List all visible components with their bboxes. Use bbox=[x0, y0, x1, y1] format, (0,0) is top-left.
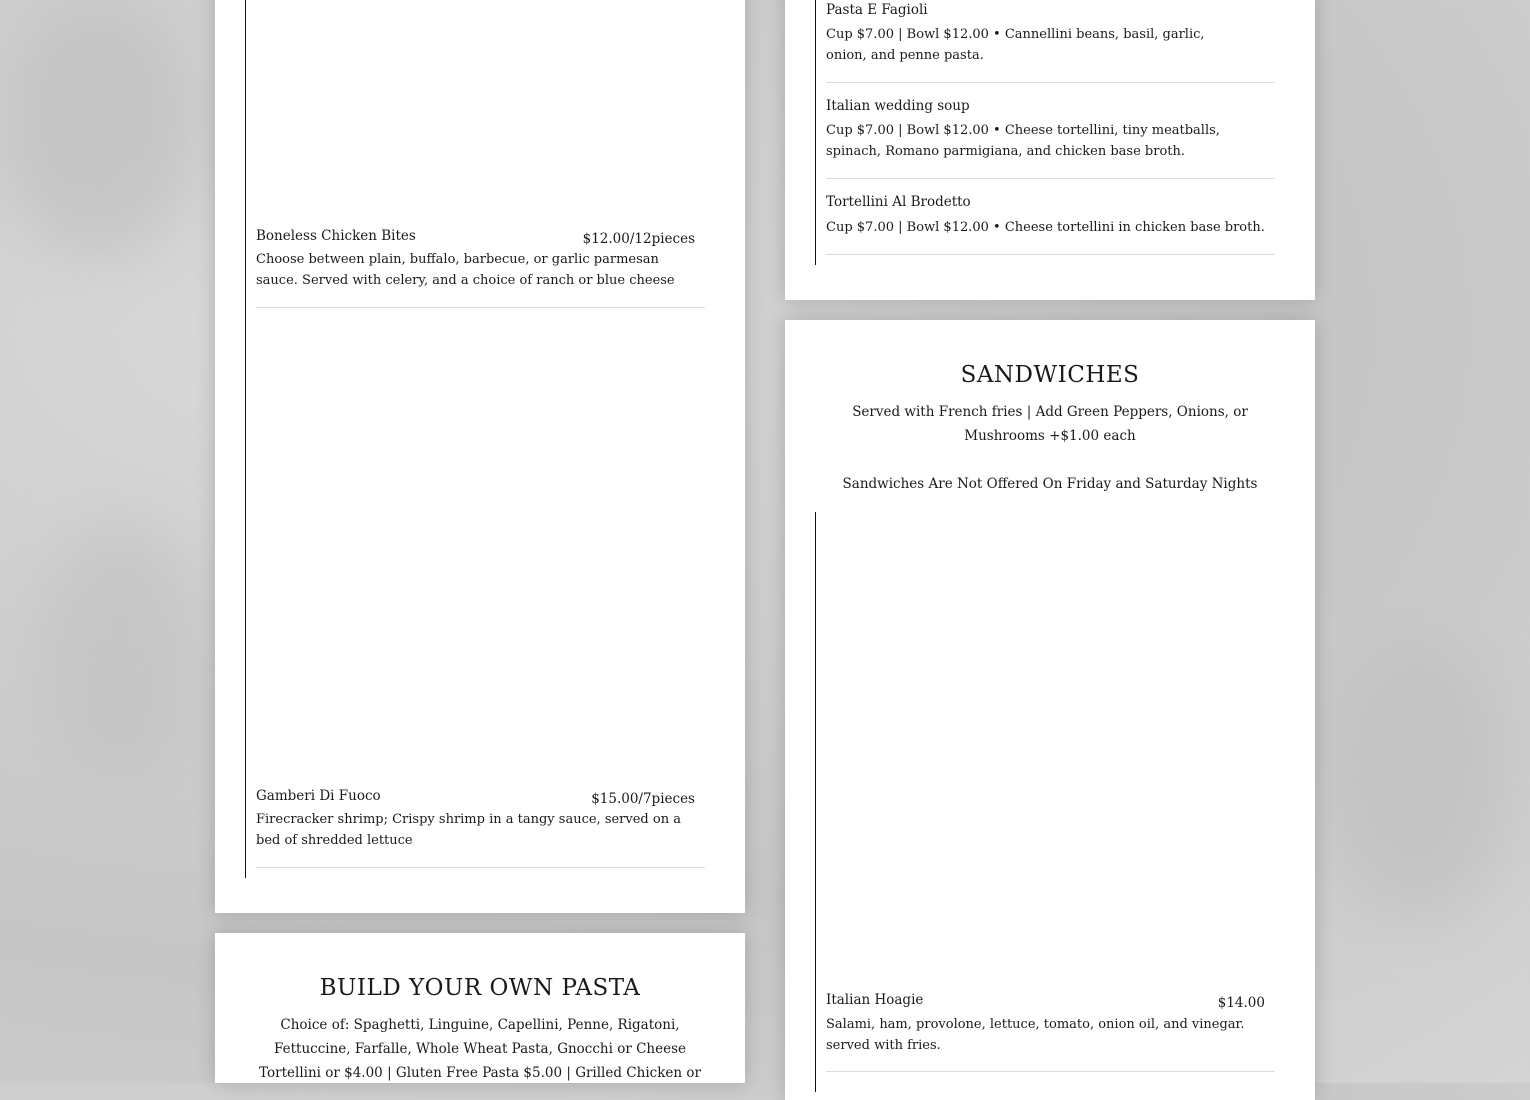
item-name: Italian wedding soup bbox=[826, 98, 970, 114]
pasta-card bbox=[215, 933, 745, 1083]
item-description: Choose between plain, buffalo, barbecue, or garlic parmesan sauce. Served with celery, and a choice of ranch or blue cheese bbox=[256, 252, 675, 288]
item-name: Italian Hoagie bbox=[826, 992, 924, 1008]
menu-divider-line bbox=[815, 0, 816, 265]
item-divider bbox=[826, 82, 1275, 83]
item-price: $14.00 bbox=[1217, 995, 1265, 1011]
menu-divider-line bbox=[815, 512, 816, 1092]
item-divider bbox=[826, 178, 1275, 179]
item-price: $12.00/12pieces bbox=[582, 231, 695, 247]
section-note: Sandwiches Are Not Offered On Friday and Saturday Nights bbox=[842, 476, 1258, 492]
menu-item[interactable] bbox=[826, 2, 1275, 83]
menu-item[interactable] bbox=[256, 228, 705, 308]
item-divider bbox=[826, 254, 1275, 255]
item-description: Salami, ham, provolone, lettuce, tomato, onion oil, and vinegar. served with fries. bbox=[826, 1017, 1245, 1053]
background-blur bbox=[1330, 640, 1510, 920]
menu-item[interactable] bbox=[826, 98, 1275, 179]
background-blur bbox=[40, 520, 200, 780]
item-description: Cup $7.00 | Bowl $12.00 • Cheese tortellini, tiny meatballs, spinach, Romano parmigiana, and chicken base broth. bbox=[826, 123, 1220, 159]
background-blur bbox=[0, 0, 200, 260]
menu-item[interactable] bbox=[826, 992, 1275, 1073]
section-note: Choice of: Spaghetti, Linguine, Capellini, Penne, Rigatoni, Fettuccine, Farfalle, Whole Wheat Pasta, Gnocchi or Cheese Tortellini or $4.00 | Gluten Free Pasta $5.00 | Grilled Chicken or bbox=[259, 1017, 701, 1081]
item-price: $15.00/7pieces bbox=[591, 791, 695, 807]
item-name: Tortellini Al Brodetto bbox=[826, 194, 971, 210]
soups-card bbox=[785, 0, 1315, 300]
section-note: Served with French fries | Add Green Peppers, Onions, or Mushrooms +$1.00 each bbox=[852, 404, 1248, 444]
item-description: Firecracker shrimp; Crispy shrimp in a tangy sauce, served on a bed of shredded lettuce bbox=[256, 812, 681, 848]
appetizers-card bbox=[215, 0, 745, 913]
menu-divider-line bbox=[245, 0, 246, 878]
item-name: Pasta E Fagioli bbox=[826, 2, 928, 18]
sandwiches-card bbox=[785, 320, 1315, 1100]
menu-item[interactable] bbox=[826, 194, 1275, 255]
item-divider bbox=[256, 307, 705, 308]
item-name: Boneless Chicken Bites bbox=[256, 228, 416, 244]
menu-item[interactable] bbox=[256, 788, 705, 868]
item-divider bbox=[256, 867, 705, 868]
item-divider bbox=[826, 1071, 1275, 1072]
section-title: SANDWICHES bbox=[960, 362, 1140, 388]
item-description: Cup $7.00 | Bowl $12.00 • Cheese tortellini in chicken base broth. bbox=[826, 220, 1265, 235]
section-title: BUILD YOUR OWN PASTA bbox=[319, 975, 641, 1001]
item-description: Cup $7.00 | Bowl $12.00 • Cannellini beans, basil, garlic, onion, and penne pasta. bbox=[826, 27, 1205, 63]
item-name: Gamberi Di Fuoco bbox=[256, 788, 381, 804]
